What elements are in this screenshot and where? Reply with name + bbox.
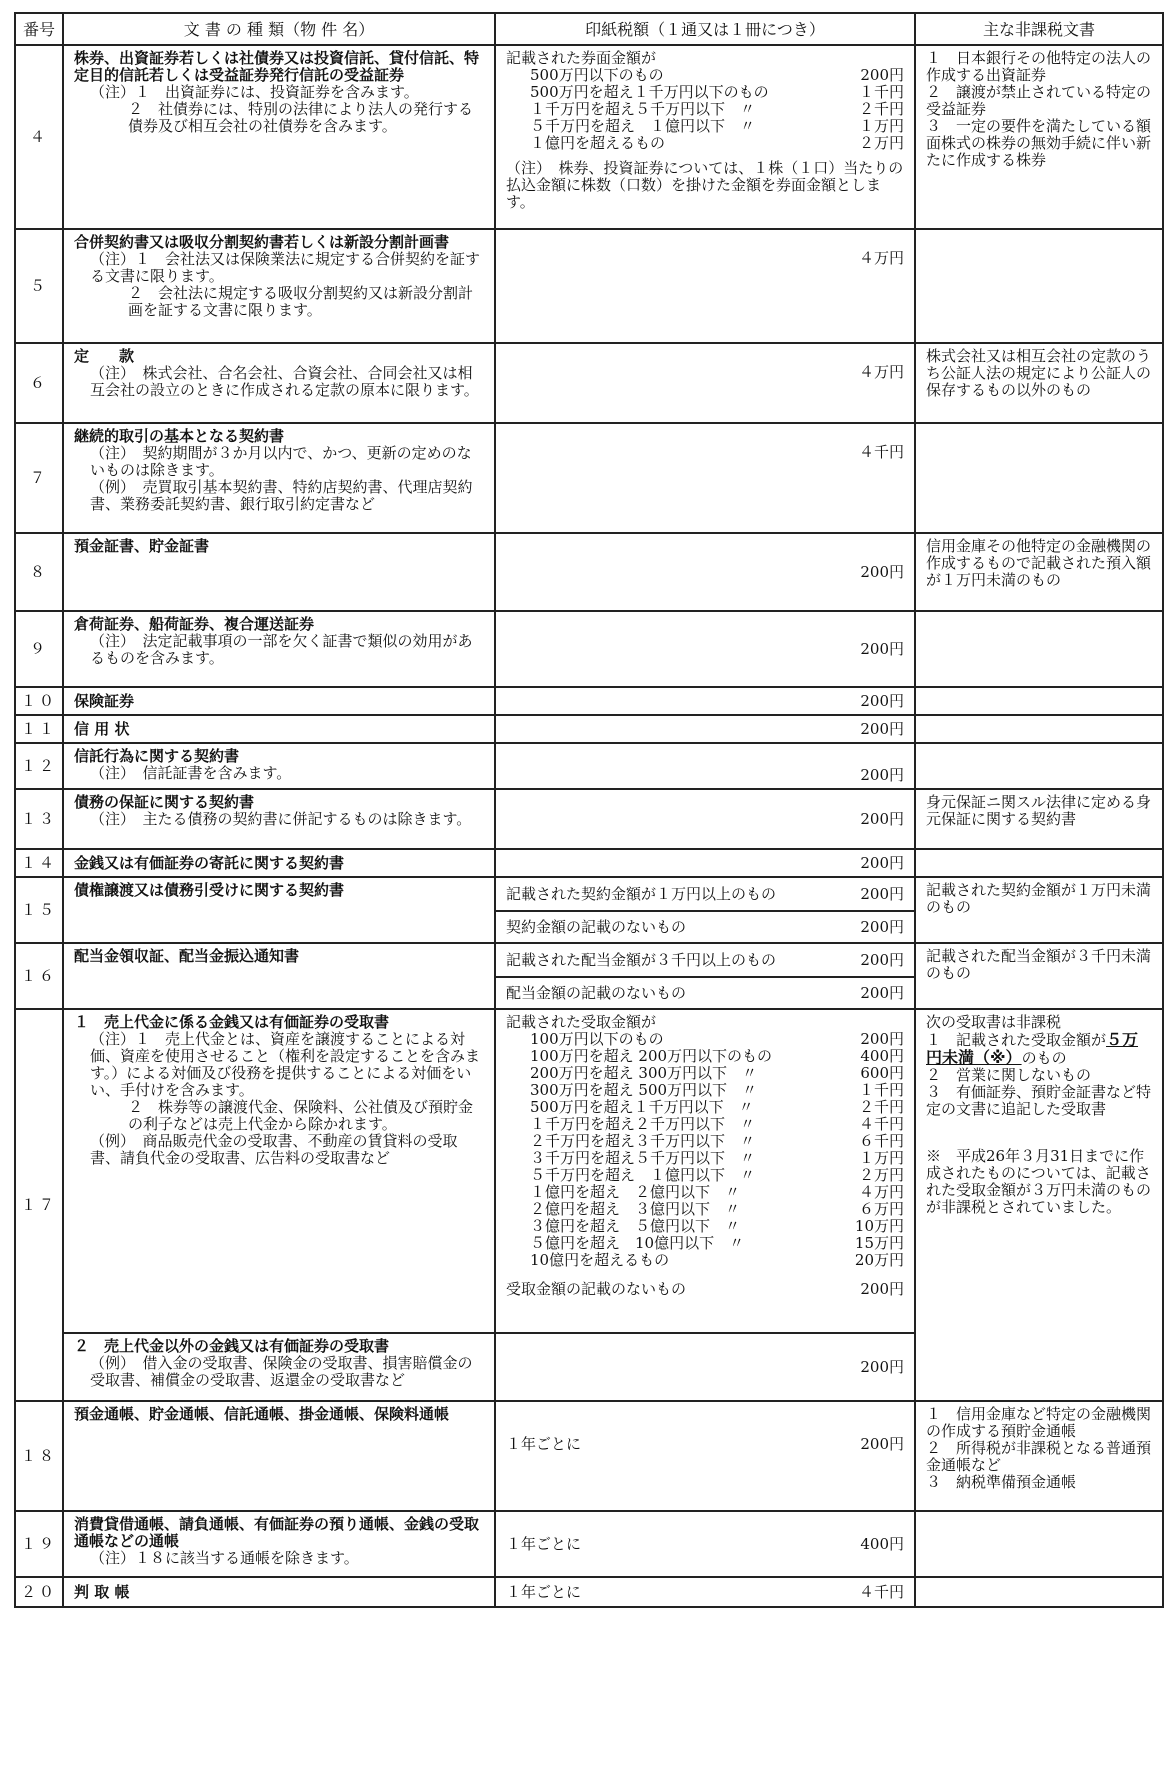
doc-kind-cell: [63, 611, 495, 687]
table-row: [15, 611, 1163, 687]
tax-amount: ４千円: [858, 443, 904, 461]
tax-rate-row: [506, 1116, 904, 1133]
exempt-cell: [915, 423, 1163, 533]
tax-amount: 200円: [495, 611, 915, 687]
tax-rate-row: [506, 1201, 904, 1218]
exempt-cell: [915, 229, 1163, 343]
tax-amount: ２千円: [858, 100, 904, 118]
tax-amount: １万円: [858, 1149, 904, 1167]
tax-amount: 200円: [495, 849, 915, 877]
tax-range: 記載された契約金額が１万円以上のもの: [506, 884, 777, 903]
table-row: [15, 743, 1163, 789]
tax-amount: 400円: [860, 1534, 904, 1553]
tax-cell: [495, 1511, 915, 1577]
doc-title: 消費貸借通帳、請負通帳、有価証券の預り通帳、金銭の受取通帳などの通帳: [74, 1515, 480, 1550]
tax-amount: ２万円: [858, 1166, 904, 1184]
tax-heading: 記載された受取金額が: [506, 1013, 657, 1031]
tax-amount: １万円: [858, 117, 904, 135]
doc-kind-cell: [63, 45, 495, 229]
doc-title: 信託行為に関する契約書: [74, 747, 240, 765]
exempt-cell: [915, 849, 1163, 877]
tax-rate-row: [506, 1167, 904, 1184]
doc-kind-cell: [63, 687, 495, 715]
tax-range: 200万円を超え 300万円以下 〃: [530, 1064, 758, 1082]
row-number: ８: [15, 533, 63, 611]
doc-kind-cell: [63, 743, 495, 789]
tax-cell: [495, 977, 915, 1009]
tax-amount: 400円: [860, 1047, 904, 1065]
doc-title: 保険証券: [74, 691, 135, 710]
row-number: ６: [15, 343, 63, 423]
doc-kind-cell: [63, 877, 495, 943]
tax-range: ５千万円を超え １億円以下 〃: [530, 1166, 756, 1184]
header-kind: 文 書 の 種 類（物 件 名）: [63, 13, 495, 45]
row-number: １５: [15, 877, 63, 943]
tax-rate-row: [506, 1184, 904, 1201]
tax-amount: 600円: [860, 1064, 904, 1082]
row-number: ７: [15, 423, 63, 533]
tax-rate-row: [506, 1082, 904, 1099]
tax-range: 記載された配当金額が３千円以上のもの: [506, 950, 777, 969]
exempt-cell: 身元保証ニ関スル法律に定める身元保証に関する契約書: [915, 789, 1163, 849]
tax-amount: ４万円: [858, 363, 904, 381]
doc-example: （例） 借入金の受取書、保険金の受取書、損害賠償金の受取書、補償金の受取書、返還金の受取書など: [90, 1354, 473, 1389]
tax-amount: ４千円: [858, 1582, 904, 1601]
doc-note: （注） 主たる債務の契約書に併記するものは除きます。: [90, 810, 472, 828]
exempt-item: のもの: [1021, 1049, 1067, 1067]
doc-note: （注） 契約期間が３か月以内で、かつ、更新の定めのないものは除きます。: [90, 444, 472, 479]
table-row: [15, 687, 1163, 715]
exempt-cell: [915, 1577, 1163, 1607]
doc-kind-cell: [63, 423, 495, 533]
exempt-cell: [915, 1009, 1163, 1401]
tax-range: 配当金額の記載のないもの: [506, 983, 687, 1002]
doc-note: （注）１８に該当する通帳を除きます。: [90, 1549, 359, 1567]
table-row: [15, 877, 1163, 911]
exempt-cell: 信用金庫その他特定の金融機関の作成するもので記載された預入額が１万円未満のもの: [915, 533, 1163, 611]
exempt-item: ３ 一定の要件を満たしている額面株式の株券の無効手続に伴い新たに作成する株券: [926, 117, 1152, 169]
doc-example: （例） 商品販売代金の受取書、不動産の賃貸料の受取書、請負代金の受取書、広告料の受取書など: [90, 1132, 458, 1167]
exempt-item: ３ 納税準備預金通帳: [926, 1473, 1077, 1491]
tax-range: ５千万円を超え １億円以下 〃: [530, 117, 756, 135]
doc-note: ２ 株券等の譲渡代金、保険料、公社債及び預貯金の利子などは売上代金から除かれます。: [128, 1098, 474, 1133]
doc-title: 配当金領収証、配当金振込通知書: [74, 947, 300, 965]
table-row: [15, 423, 1163, 533]
row-number: １３: [15, 789, 63, 849]
stamp-tax-table: [14, 12, 1164, 1608]
doc-kind-cell: [63, 343, 495, 423]
doc-title: １ 売上代金に係る金銭又は有価証券の受取書: [74, 1013, 390, 1031]
table-row: [15, 1511, 1163, 1577]
tax-amount: ２千円: [858, 1098, 904, 1116]
tax-rate-row: [506, 1235, 904, 1252]
tax-cell: [495, 229, 915, 343]
doc-kind-cell: [63, 789, 495, 849]
row-number: ２０: [15, 1577, 63, 1607]
tax-range: 500万円を超え１千万円以下のもの: [530, 83, 769, 101]
doc-title: 預金通帳、貯金通帳、信託通帳、掛金通帳、保険料通帳: [74, 1405, 450, 1423]
tax-cell: [495, 423, 915, 533]
exempt-cell: 記載された契約金額が１万円未満のもの: [915, 877, 1163, 943]
doc-title: 判 取 帳: [74, 1582, 130, 1601]
doc-title: 預金証書、貯金証書: [74, 537, 210, 555]
tax-cell: [495, 45, 915, 229]
exempt-footnote: ※ 平成26年３月31日までに作成されたものについては、記載された受取金額が３万円未満のものが非課税とされていました。: [926, 1147, 1152, 1216]
doc-title: 合併契約書又は吸収分割契約書若しくは新設分割計画書: [74, 233, 450, 251]
tax-cell: [495, 1401, 915, 1511]
exempt-highlight: ５万円未満（※）: [926, 1030, 1139, 1067]
tax-amount: ４万円: [858, 249, 904, 267]
tax-range: １千万円を超え５千万円以下 〃: [530, 100, 756, 118]
tax-rate-row: [506, 1133, 904, 1150]
tax-amount: 200円: [860, 66, 904, 84]
tax-amount: 200円: [860, 983, 904, 1002]
doc-note: （注） 信託証書を含みます。: [90, 764, 292, 782]
tax-amount: 10万円: [854, 1217, 904, 1235]
tax-rate-row: [506, 1065, 904, 1082]
tax-rows: [506, 1031, 904, 1269]
header-exempt: 主な非課税文書: [915, 13, 1163, 45]
exempt-item: ２ 譲渡が禁止されている特定の受益証券: [926, 83, 1152, 118]
tax-period: １年ごとに: [506, 1534, 582, 1553]
tax-amount: 200円: [495, 789, 915, 849]
table-row: [15, 1577, 1163, 1607]
doc-note: （注） 法定記載事項の一部を欠く証書で類似の効用があるものを含みます。: [90, 632, 473, 667]
doc-note: （注）１ 出資証券には、投資証券を含みます。: [90, 83, 419, 101]
tax-rate-row: [506, 1099, 904, 1116]
tax-range: 受取金額の記載のないもの: [506, 1280, 687, 1298]
doc-title: 倉荷証券、船荷証券、複合運送証券: [74, 615, 315, 633]
tax-amount: ４千円: [858, 1115, 904, 1133]
tax-cell: [495, 1009, 915, 1333]
table-row: [15, 1009, 1163, 1333]
exempt-item: ２ 所得税が非課税となる普通預金通帳など: [926, 1439, 1152, 1474]
row-number: １１: [15, 715, 63, 743]
exempt-cell: [915, 1401, 1163, 1511]
exempt-cell: [915, 611, 1163, 687]
doc-note: ２ 社債券には、特別の法律により法人の発行する債券及び相互会社の社債券を含みます。: [128, 100, 474, 135]
tax-amount: 200円: [860, 884, 904, 903]
exempt-item: １ 信用金庫など特定の金融機関の作成する預貯金通帳: [926, 1405, 1152, 1440]
exempt-item: ２ 営業に関しないもの: [926, 1066, 1092, 1084]
tax-cell: [495, 343, 915, 423]
tax-range: 100万円以下のもの: [530, 1030, 664, 1048]
doc-note: （注）１ 会社法又は保険業法に規定する合併契約を証する文書に限ります。: [90, 250, 481, 285]
tax-range: １千万円を超え２千万円以下 〃: [530, 1115, 756, 1133]
tax-rate-row: [506, 1218, 904, 1235]
doc-kind-cell: [63, 1511, 495, 1577]
doc-title: 債務の保証に関する契約書: [74, 793, 255, 811]
tax-period: １年ごとに: [506, 1582, 582, 1601]
tax-amount: １千円: [858, 1081, 904, 1099]
doc-note: ２ 会社法に規定する吸収分割契約又は新設分割計画を証する文書に限ります。: [128, 284, 474, 319]
doc-title: 継続的取引の基本となる契約書: [74, 427, 285, 445]
doc-kind-cell: [63, 229, 495, 343]
exempt-cell: [915, 1511, 1163, 1577]
tax-amount: 200円: [495, 743, 915, 789]
row-number: １０: [15, 687, 63, 715]
doc-title: 信 用 状: [74, 719, 130, 738]
exempt-cell: [915, 743, 1163, 789]
tax-amount: 15万円: [854, 1234, 904, 1252]
tax-note: （注） 株券、投資証券については、１株（１口）当たりの払込金額に株数（口数）を掛けた金額を券面金額とします。: [506, 159, 904, 211]
doc-title: ２ 売上代金以外の金銭又は有価証券の受取書: [74, 1337, 390, 1355]
doc-kind-cell: [63, 1577, 495, 1607]
tax-range: ２千万円を超え３千万円以下 〃: [530, 1132, 756, 1150]
table-row: [15, 229, 1163, 343]
doc-note: （例） 売買取引基本契約書、特約店契約書、代理店契約書、業務委託契約書、銀行取引約定書など: [90, 478, 473, 513]
exempt-cell: 株式会社又は相互会社の定款のうち公証人法の規定により公証人の保存するもの以外のもの: [915, 343, 1163, 423]
table-row: [15, 849, 1163, 877]
tax-rate-row: [506, 1048, 904, 1065]
tax-rate-row: [506, 1252, 904, 1269]
doc-title: 株券、出資証券若しくは社債券又は投資信託、貸付信託、特定目的信託若しくは受益証券発行信託の受益証券: [74, 49, 480, 84]
doc-kind-cell: [63, 1401, 495, 1511]
tax-range: ３億円を超え ５億円以下 〃: [530, 1217, 741, 1235]
doc-kind-cell: [63, 715, 495, 743]
doc-kind-cell: [63, 533, 495, 611]
tax-amount: 200円: [860, 1280, 904, 1298]
tax-amount: ６万円: [858, 1200, 904, 1218]
row-number: １４: [15, 849, 63, 877]
tax-range: １億円を超え ２億円以下 〃: [530, 1183, 741, 1201]
tax-amount: ６千円: [858, 1132, 904, 1150]
header-no: 番号: [15, 13, 63, 45]
doc-kind-cell: [63, 1009, 495, 1333]
doc-title: 定 款: [74, 347, 135, 365]
table-row: [15, 943, 1163, 977]
tax-rate-row: [506, 1031, 904, 1048]
tax-amount: 200円: [860, 950, 904, 969]
tax-range: ２億円を超え ３億円以下 〃: [530, 1200, 741, 1218]
doc-kind-cell: [63, 1333, 495, 1401]
exempt-heading: 次の受取書は非課税: [926, 1013, 1062, 1031]
table-row: [15, 715, 1163, 743]
doc-title: 債権譲渡又は債務引受けに関する契約書: [74, 881, 345, 899]
exempt-cell: [915, 45, 1163, 229]
header-tax: 印紙税額（１通又は１冊につき）: [495, 13, 915, 45]
tax-amount: 200円: [860, 1435, 904, 1453]
tax-period: １年ごとに: [506, 1435, 582, 1453]
doc-kind-cell: [63, 849, 495, 877]
tax-cell: [495, 943, 915, 977]
row-number: １８: [15, 1401, 63, 1511]
exempt-cell: 記載された配当金額が３千円未満のもの: [915, 943, 1163, 1009]
tax-range: 契約金額の記載のないもの: [506, 917, 687, 936]
exempt-item: １ 記載された受取金額が: [926, 1031, 1107, 1049]
row-number: ５: [15, 229, 63, 343]
row-number: １２: [15, 743, 63, 789]
tax-cell: [495, 911, 915, 943]
tax-amount: 200円: [860, 917, 904, 936]
tax-range: 10億円を超えるもの: [530, 1251, 670, 1269]
tax-amount: ２万円: [858, 134, 904, 152]
row-number: ４: [15, 45, 63, 229]
tax-amount: 200円: [495, 1333, 915, 1401]
tax-amount: １千円: [858, 83, 904, 101]
table-row: [15, 533, 1163, 611]
tax-range: ３千万円を超え５千万円以下 〃: [530, 1149, 756, 1167]
table-row: [15, 45, 1163, 229]
tax-range: 500万円以下のもの: [530, 66, 664, 84]
tax-range: 300万円を超え 500万円以下 〃: [530, 1081, 758, 1099]
doc-title: 金銭又は有価証券の寄託に関する契約書: [74, 853, 345, 872]
doc-note: （注） 株式会社、合名会社、合資会社、合同会社又は相互会社の設立のときに作成される定款の原本に限ります。: [90, 364, 479, 399]
row-number: １６: [15, 943, 63, 1009]
tax-amount: ４万円: [858, 1183, 904, 1201]
doc-kind-cell: [63, 943, 495, 1009]
tax-heading: 記載された券面金額が: [506, 49, 657, 67]
tax-cell: [495, 877, 915, 911]
tax-range: 100万円を超え 200万円以下のもの: [530, 1047, 773, 1065]
tax-range: １億円を超えるもの: [530, 134, 666, 152]
table-row: [15, 789, 1163, 849]
exempt-cell: [915, 687, 1163, 715]
tax-range: ５億円を超え 10億円以下 〃: [530, 1234, 745, 1252]
tax-amount: 200円: [495, 687, 915, 715]
tax-amount: 200円: [495, 533, 915, 611]
table-row: [15, 343, 1163, 423]
tax-rate-row: [506, 1150, 904, 1167]
tax-range: 500万円を超え１千万円以下 〃: [530, 1098, 754, 1116]
row-number: ９: [15, 611, 63, 687]
exempt-item: １ 日本銀行その他特定の法人の作成する出資証券: [926, 49, 1152, 84]
exempt-item: ３ 有価証券、預貯金証書など特定の文書に追記した受取書: [926, 1083, 1152, 1118]
tax-amount: 200円: [860, 1030, 904, 1048]
tax-amount: 20万円: [854, 1251, 904, 1269]
tax-amount: 200円: [495, 715, 915, 743]
exempt-cell: [915, 715, 1163, 743]
tax-cell: [495, 1577, 915, 1607]
row-number: １９: [15, 1511, 63, 1577]
doc-note: （注）１ 売上代金とは、資産を譲渡することによる対価、資産を使用させること（権利を設定することを含みます。）による対価及び役務を提供することによる対価をいい、手付けを含みます。: [90, 1030, 481, 1099]
header-row: [15, 13, 1163, 45]
row-number: １７: [15, 1009, 63, 1401]
table-row: [15, 1401, 1163, 1511]
